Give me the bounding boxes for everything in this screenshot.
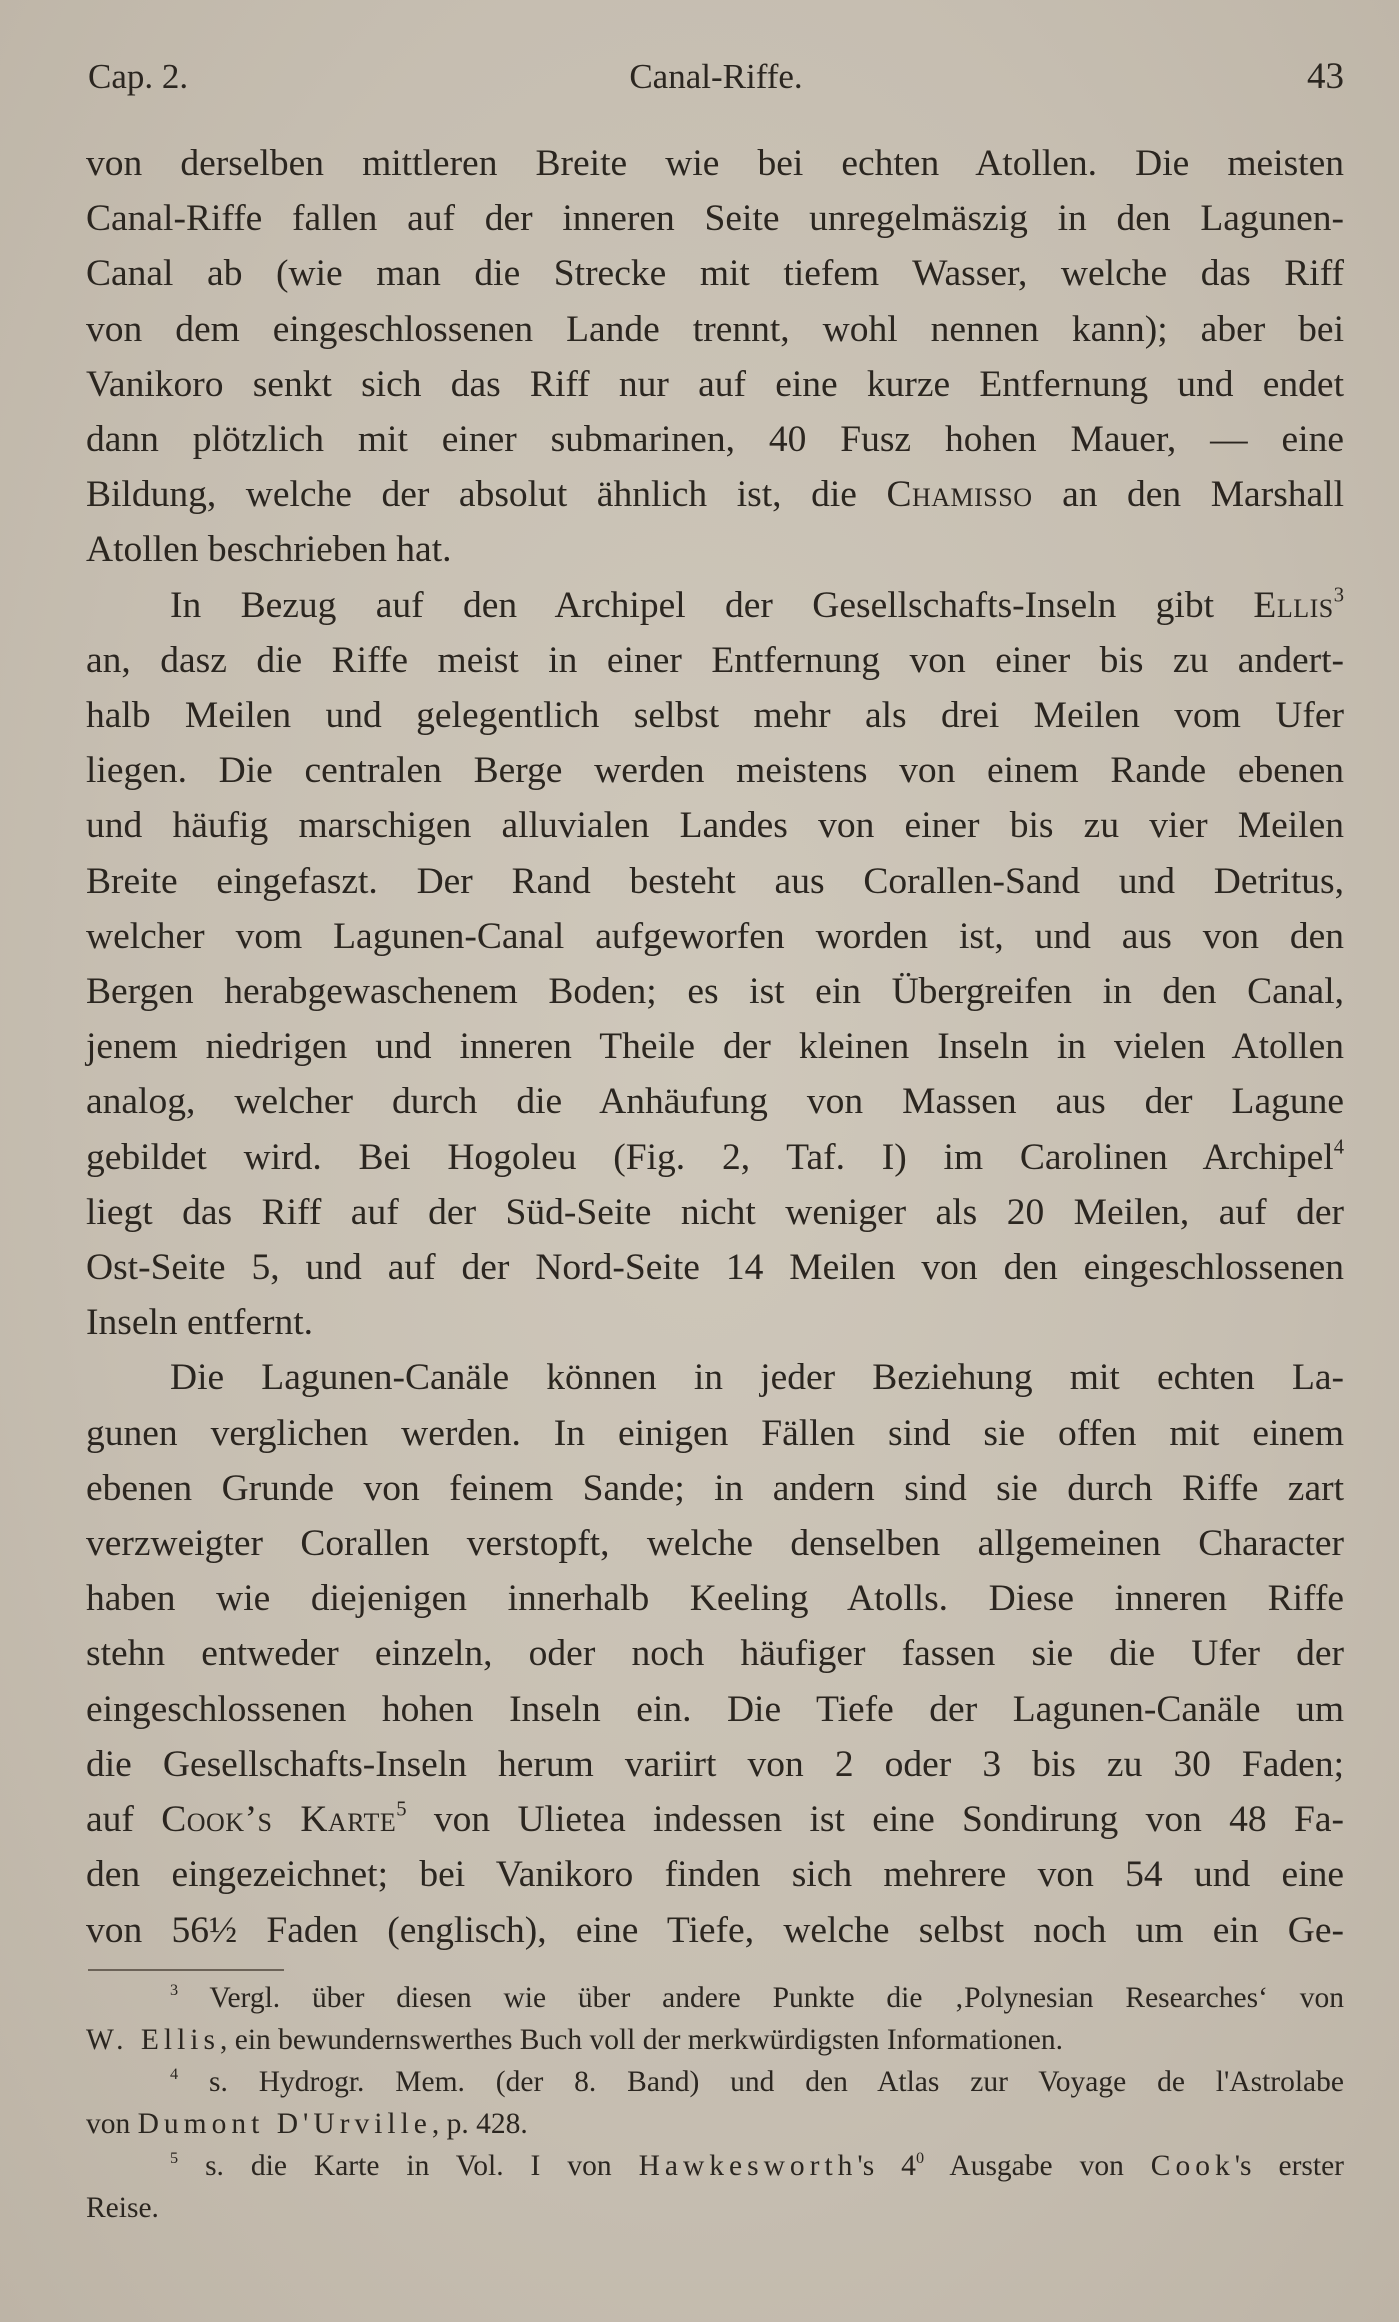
text-segment: Ausgabe von — [924, 2150, 1124, 2182]
text-line — [86, 2061, 1344, 2103]
text-segment: , p. 428. — [431, 2108, 528, 2140]
text-line: an, dasz die Riffe meist in einer Entfernung von einer bis zu andert- — [86, 639, 1344, 681]
text-line: stehn entweder einzeln, oder noch häufiger fassen sie die Ufer der — [86, 1633, 1344, 1675]
text-line — [86, 1977, 1344, 2019]
text-segment: , ein bewundernswerthes Buch voll der merkwürdigsten Informationen. — [219, 2024, 1063, 2056]
text-line: Inseln entfernt. — [86, 1302, 313, 1344]
text-line — [86, 1792, 1344, 1847]
text-segment: 's 4 — [857, 2150, 916, 2182]
footnote-5 — [86, 2145, 1344, 2229]
footnotes — [86, 1977, 1344, 2229]
text-segment: ’s Karte — [244, 1799, 397, 1841]
text-segment: Vergl. über diesen wie über andere Punkte die ‚Polynesian Researches‘ von — [209, 1982, 1344, 2014]
text-segment: von 56 — [86, 1909, 210, 1951]
footnote-ref[interactable]: 5 — [396, 1798, 407, 1821]
author-name: Chamisso — [886, 474, 1033, 516]
text-line: dann plötzlich mit einer submarinen, 40 Fusz hohen Mauer, — eine — [86, 419, 1344, 461]
text-segment: Faden (englisch), eine Tiefe, welche selbst noch um ein Ge- — [266, 1909, 1345, 1951]
text-line: von derselben mittleren Breite wie bei echten Atollen. Die meisten — [86, 143, 1344, 184]
text-segment: von — [86, 2108, 131, 2140]
author-name: Ellis — [1253, 584, 1334, 626]
text-line: jenem niedrigen und inneren Theile der kleinen Inseln in vielen Atollen — [86, 1026, 1344, 1068]
degree-mark: 0 — [915, 2148, 925, 2167]
author-name: Cook — [161, 1799, 245, 1841]
text-line: halb Meilen und gelegentlich selbst mehr als drei Meilen vom Ufer — [86, 695, 1344, 737]
text-line: von dem eingeschlossenen Lande trennt, wohl nennen kann); aber bei — [86, 308, 1344, 350]
text-line: die Gesellschafts-Inseln herum variirt von 2 oder 3 bis zu 30 Faden; — [86, 1743, 1344, 1785]
footnote-ref[interactable]: 4 — [1333, 1136, 1344, 1159]
text-line — [86, 1903, 1344, 1958]
footnote-4 — [86, 2061, 1344, 2145]
text-segment: gebildet wird. Bei Hogoleu (Fig. 2, Taf. I) im Carolinen Archipel — [86, 1136, 1334, 1178]
text-line: Canal ab (wie man die Strecke mit tiefem Wasser, welche das Riff — [86, 253, 1344, 295]
text-line: und häufig marschigen alluvialen Landes von einer bis zu vier Meilen — [86, 805, 1344, 847]
text-line: Canal-Riffe fallen auf der inneren Seite unregelmäszig in den Lagunen- — [86, 198, 1344, 240]
fraction: ½ — [209, 1909, 238, 1951]
text-segment: s. die Karte in Vol. I von — [205, 2150, 612, 2182]
text-segment: s. Hydrogr. Mem. (der 8. Band) und den Atlas zur Voyage de l'Astrolabe — [208, 2066, 1344, 2098]
text-line: eingeschlossenen hohen Inseln ein. Die Tiefe der Lagunen-Canäle um — [86, 1688, 1344, 1730]
text-line: Ost-Seite 5, und auf der Nord-Seite 14 Meilen von den eingeschlossenen — [86, 1247, 1344, 1289]
text-line: haben wie diejenigen innerhalb Keeling Atolls. Diese inneren Riffe — [86, 1578, 1344, 1620]
paragraph-3 — [86, 1350, 1344, 1957]
text-segment: an den Marshall — [1062, 474, 1345, 516]
text-line: Vanikoro senkt sich das Riff nur auf eine kurze Entfernung und endet — [86, 363, 1344, 405]
paragraph-1 — [86, 136, 1344, 578]
section-title: Canal-Riffe. — [629, 57, 803, 96]
author-name: W. Ellis — [86, 2024, 220, 2056]
footnote-rule — [88, 1969, 284, 1971]
text-line: liegt das Riff auf der Süd-Seite nicht weniger als 20 Meilen, auf der — [86, 1191, 1344, 1233]
footnote-mark: 4 — [170, 2064, 179, 2083]
text-line: analog, welcher durch die Anhäufung von Massen aus der Lagune — [86, 1081, 1344, 1123]
text-line — [86, 2145, 1344, 2187]
text-line: ebenen Grunde von feinem Sande; in andern sind sie durch Riffe zart — [86, 1467, 1344, 1509]
text-line: verzweigter Corallen verstopft, welche denselben allgemeinen Character — [86, 1523, 1344, 1565]
page-number: 43 — [1307, 56, 1344, 97]
text-line: den eingezeichnet; bei Vanikoro finden sich mehrere von 54 und eine — [86, 1854, 1344, 1896]
text-line: Breite eingefaszt. Der Rand besteht aus Corallen-Sand und Detritus, — [86, 860, 1344, 902]
text-line: Atollen beschrieben hat. — [86, 529, 452, 571]
paragraph-2 — [86, 578, 1344, 1351]
running-head — [88, 52, 1344, 102]
text-segment: von Ulietea indessen ist eine Sondirung von 48 Fa- — [433, 1799, 1344, 1841]
text-line: Bergen herabgewaschenem Boden; es ist ein Übergreifen in den Canal, — [86, 971, 1344, 1013]
chapter-label: Cap. 2. — [88, 57, 189, 96]
text-segment: auf — [86, 1799, 134, 1841]
text-line — [86, 2103, 1344, 2145]
text-line: welcher vom Lagunen-Canal aufgeworfen worden ist, und aus von den — [86, 915, 1344, 957]
text-segment: Bildung, welche der absolut ähnlich ist, die — [86, 474, 857, 516]
footnote-mark: 5 — [170, 2148, 179, 2167]
text-segment: In Bezug auf den Archipel der Gesellschafts-Inseln gibt — [170, 584, 1215, 626]
text-line: Reise. — [86, 2192, 159, 2224]
footnote-3 — [86, 1977, 1344, 2061]
body-text — [86, 136, 1344, 1958]
author-name: Hawkesworth — [638, 2150, 858, 2182]
text-line — [86, 578, 1344, 633]
text-line: liegen. Die centralen Berge werden meistens von einem Rande ebenen — [86, 750, 1344, 792]
text-line — [86, 2019, 1344, 2061]
text-line: gunen verglichen werden. In einigen Fällen sind sie offen mit einem — [86, 1412, 1344, 1454]
author-name: Cook — [1150, 2150, 1235, 2182]
text-line: Die Lagunen-Canäle können in jeder Beziehung mit echten La- — [170, 1357, 1344, 1399]
text-segment: 's erster — [1234, 2150, 1345, 2182]
footnote-mark: 3 — [170, 1980, 179, 1999]
author-name: Dumont D'Urville — [137, 2108, 432, 2140]
footnote-ref[interactable]: 3 — [1333, 584, 1345, 607]
text-line — [86, 467, 1344, 522]
text-line — [86, 1130, 1344, 1185]
